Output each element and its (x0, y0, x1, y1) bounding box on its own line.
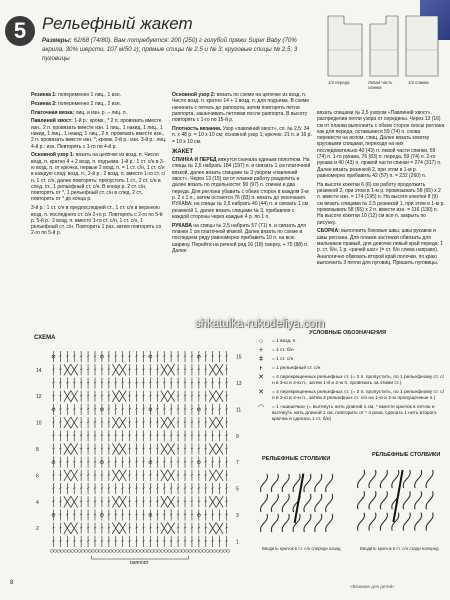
yarn-loop (358, 513, 365, 531)
chain-mark (88, 550, 91, 553)
chain-mark (57, 550, 60, 553)
paragraph: Павлиний хвост: 1-й р.: кромк., * 2 п. провязать вместе изн., 2 п. провязать вместе изн. 1 лиц., 1 накид, 1 лиц., 1 накид, 1 лиц., 1 накид, 1 лиц., 2 п. провязать вместе изн., 2 п. провязать вместе изн. *, кромк. 2-й р.: изн. 3-й р.: лиц. 4-й р.: изн. Повторять с 1-го по 4-й р. (31, 118, 167, 150)
yarn-loop (426, 470, 433, 488)
chain-mark (154, 550, 157, 553)
schematic-label-back: 1/2 спинки (408, 80, 429, 85)
chain-mark (102, 550, 105, 553)
paragraph: Платочная вязка: лиц. и изн. р. – лиц. п. (31, 109, 127, 116)
row-label: 12 (36, 394, 42, 401)
paragraph: На высоте кокетки 6 (6) см работу продолжить резинкой 2, при этом в 1-м р. провязывать 58 (65) x 2 п. вместе изн. = 174 (195) п. На высоте кокетки 8 (9) см вязать спицами № 2,5 резинкой 1, при этом в 1-м р. провязывать 58 (65) x 2 п. вместе изн. = 116 (130) п. На высоте кокетки 10 (12) см все п. закрыть по рисунку. (317, 181, 445, 226)
row-label: 9 (236, 433, 239, 440)
chain-mark (150, 550, 153, 553)
chain-mark (140, 550, 143, 553)
chain-mark (67, 550, 70, 553)
row-label: 13 (236, 381, 242, 387)
chain-mark (157, 550, 160, 553)
row-label: 7 (236, 460, 239, 467)
yarn-loop (326, 494, 333, 512)
chain-mark (199, 550, 202, 553)
row-label: 3 (236, 513, 239, 519)
row-label: 14 (36, 367, 42, 374)
yarn-loop (380, 470, 387, 488)
row-label: 11 (236, 407, 242, 414)
yarn-loop (403, 470, 410, 488)
chain-mark (105, 550, 108, 553)
chain-mark (164, 550, 167, 553)
legend-item: ⱶ = 1 рельефный ст. с/н (250, 366, 445, 372)
row-label: 15 (236, 354, 242, 361)
yarn-loop (403, 513, 410, 531)
chain-mark (95, 550, 98, 553)
sizes-label: Размеры: (42, 37, 72, 44)
chain-mark (175, 550, 178, 553)
chain-mark (81, 550, 84, 553)
yarn-loop (426, 513, 433, 531)
chain-mark (168, 550, 171, 553)
yarn-loop (261, 474, 268, 492)
yarn-loop (304, 494, 311, 512)
chain-mark (202, 550, 205, 553)
paragraph: вязать спицами № 2,5 узором «Павлиний хвост», распределив петли узора от середины. Через 13 (16) см от планки выполнить с обеих сторон скосы реглана как для переда; оставшиеся 59 (74) п. снова перевести на вспом. спиц. Далее вязать кокетку круговыми спицами, переходя на них последовательно 40 (43) п. левой части спинки, 59 (74) п. 1-го рукава, 76 (83) п. переда, 59 (74) п. 2-го рукава и 40 (43) п. правой части спинки = 274 (317) п. Далее вязать резинкой 2, при этом в 1-м р. равномерно прибавить 42 (57) п. = 232 (260) п. (317, 110, 445, 179)
text-column-3 (317, 110, 445, 269)
watermark-url: shkatulka-rukodeliya.com (195, 318, 325, 330)
row-label: 5 (236, 486, 239, 493)
bobble-icon: ◠ (257, 404, 265, 411)
chain-mark (188, 550, 191, 553)
yarn-loop (415, 513, 422, 531)
chain-mark (116, 550, 119, 553)
stitch-caption-right: Вводить крючок в ст. с/н сзади наперед (360, 546, 439, 551)
yarn-loop (358, 470, 365, 488)
chain-mark (85, 550, 88, 553)
crochet-chart (30, 342, 244, 564)
page-title: Рельефный жакет (42, 14, 193, 33)
chain-mark (185, 550, 188, 553)
yarn-loop (261, 514, 268, 532)
text-column-1 (31, 92, 167, 239)
chain-stitch-icon: ○ (258, 338, 264, 345)
crochet-hook-icon (393, 470, 402, 522)
page-number: 8 (10, 580, 14, 586)
legend-item: ◠ = 1 «шишечка» (= вытянуть нить длиной 1 см, * вместе крючок в петлю и вытянуть нить длиной 1 см, повторить от * 4 раза, сделать 1 нить второго крючка и сделать 1 ст. б/н) (250, 405, 445, 423)
yarn-loop (282, 494, 289, 512)
chain-mark (74, 550, 77, 553)
yarn-loop (326, 514, 333, 532)
yarn-loop (369, 513, 376, 531)
single-crochet-icon: + (258, 347, 264, 354)
cross-stitch-alt-icon: ✕ (258, 389, 264, 396)
yarn-loop (380, 491, 387, 509)
chain-mark (130, 550, 133, 553)
stitch-illustration-title-right: РЕЛЬЕФНЫЕ СТОЛБИКИ (372, 452, 441, 458)
legend-item: + = 1 ст. б/н (250, 348, 445, 354)
chain-mark (223, 550, 226, 553)
chain-mark (50, 550, 53, 553)
paragraph: СПИНКА И ПЕРЕД вяжутся сначала единым полотном. На спицы № 2,5 набрать 184 (197) п. и связать 1 см платочной вязкой, далее вязать спицами № 3 узором «павлиний хвост». Через 13 (15) см от планки работу разделить и далее вязать по отдельности: 90 (97) п. спинки и два переда. Для реглана убавить с обеих сторон в каждом 2-м р. 2 x 1 п., затем остаются 76 (83) п. вязать до окончания. РУКАВА: на спицы № 2,5 набрать 40 (44) п. и связать 1 см резинкой 1, далее вязать спицами № 3, прибавляя с каждой стороны через каждые 4 р. по 1 п. (172, 157, 311, 220)
chart-title: СХЕМА (34, 335, 56, 341)
rapport-label: раппорт (130, 560, 149, 564)
yarn-loop (403, 491, 410, 509)
yarn-loop (304, 514, 311, 532)
yarn-loop (326, 474, 333, 492)
legend-title: УСЛОВНЫЕ ОБОЗНАЧЕНИЯ (309, 330, 386, 336)
garment-schematic (322, 10, 444, 110)
chain-mark (220, 550, 223, 553)
row-label: 4 (36, 499, 39, 506)
chain-mark (206, 550, 209, 553)
yarn-loop (315, 514, 322, 532)
chain-mark (209, 550, 212, 553)
yarn-loop (315, 474, 322, 492)
yarn-loop (315, 494, 322, 512)
chain-mark (123, 550, 126, 553)
chain-mark (178, 550, 181, 553)
chain-mark (143, 550, 146, 553)
chain-mark (137, 550, 140, 553)
chain-mark (112, 550, 115, 553)
yarn-loop (415, 491, 422, 509)
yarn-loop (261, 494, 268, 512)
paragraph: СБОРКА: выполнить боковые швы, швы рукавов и швы реглана. Для планки застежки обвязать для мальчиков правый, для девочек левый край переда: 1 р. ст. б/н, 1 р. «рачий шаг» (= ст. б/н слева направо). Аналогично обвязать второй край полочки, по краю выполнить 3 петли для пуговиц. Пришить пуговицы. (317, 228, 444, 266)
row-label: 10 (36, 420, 42, 427)
symbol-legend (250, 330, 445, 426)
stitch-illustration-title-left: РЕЛЬЕФНЫЕ СТОЛБИКИ (262, 456, 331, 462)
pattern-number-badge: 5 (5, 16, 35, 46)
chain-mark (71, 550, 74, 553)
paragraph: Плотность вязания. Узор «павлиний хвост», сп. № 2,5: 34 п. x 48 р. = 10 x 10 см; основной узор 1, крючок: 21 п. и 16 р. = 10 x 10 см. (172, 125, 312, 145)
yarn-loop (271, 494, 278, 512)
paragraph: Резинка 1: попеременно 1 лиц., 1 изн. (31, 92, 121, 98)
chain-mark (126, 550, 129, 553)
post-stitch-icon: ⱶ (259, 365, 263, 372)
paragraph: Основной узор 2: вязать по схеме на цепочке из возд. п. Число возд. п. кратно 14 + 1 возд. п. для подъема. В схеме начинать с петель до раппорта, затем повторять петли раппорта, заканчивать петлями после раппорта. В высоту повторять с 1-го по 15-й р. (172, 92, 310, 124)
stitch-illustration-left (255, 466, 343, 542)
row-label: 1 (236, 539, 239, 546)
chain-mark (213, 550, 216, 553)
chain-mark (182, 550, 185, 553)
yarn-loop (282, 514, 289, 532)
chain-mark (147, 550, 150, 553)
chain-mark (161, 550, 164, 553)
crochet-chart-svg (30, 342, 244, 564)
legend-item: ✕ = 4 перекрещенных рельефных ст. (= 2 п. пропустить, по 1 рельефному ст. с/н в 3-ю и 4-ю п., затем 2 рельефных ст. с/н на 1-ю и 2-ю пропущенные п.) (250, 390, 445, 402)
schematic-label-front: 1/2 переда (328, 80, 350, 85)
yarn-loop (426, 491, 433, 509)
chain-mark (78, 550, 81, 553)
yarn-loop (358, 491, 365, 509)
legend-item: ○ = 1 возд. п. (250, 339, 445, 345)
stitch-caption-left: Вводить крючок в ст. с/н спереди назад (262, 546, 341, 551)
legend-item: ✕ = 4 перекрещенных рельефных ст. (= 2 п. пропустить, по 1 рельефному ст. с/н в 3-ю и 4-ю п., затем 1-й и 2-ю п. провязать за этими ст.) (250, 375, 445, 387)
yarn-loop (271, 474, 278, 492)
section-heading: ЖАКЕТ (172, 148, 194, 155)
yarn-loop (271, 514, 278, 532)
paragraph: Основной узор 1: вязать на цепочке из возд. п. Число возд. п. кратно 4 + 2 возд. п. подъема. 1-й р.: 1 ст. с/н в 3-ю возд. п. от крючка, первые 2 возд. п. = 1 ст. с/н, 1 ст. с/н в каждую след. возд. п., 2-й р.: 2 возд. п. вместо 1-го ст. с/н, 1 ст. с/н, далее повторять: пропустить 1 ст., 2 ст. с/н в след. ст., 1 рельефный ст. с/н. В конце р. 2 ст. с/н, повторять от *, 1 рельефный ст. с/н в след. 2 ст., повторять от * до конца р. (31, 152, 166, 203)
cross-stitch-icon: ✕ (258, 374, 264, 381)
paragraph: Резинка 2: попеременно 2 лиц., 2 изн. (31, 100, 121, 107)
chain-mark (195, 550, 198, 553)
text-column-2 (172, 92, 312, 257)
chain-mark (216, 550, 219, 553)
chain-mark (133, 550, 136, 553)
yarn-loop (380, 513, 387, 531)
schematic-label-back-left: Левая часть спинки (368, 80, 393, 91)
rapport-bracket (92, 556, 189, 559)
yarn-loop (392, 470, 399, 488)
row-label: 8 (36, 447, 39, 453)
crochet-hook-icon (295, 474, 304, 523)
row-label: 2 (36, 526, 39, 533)
yarn-loop (415, 470, 422, 488)
chain-mark (119, 550, 122, 553)
materials-line (42, 36, 312, 63)
stitch-illustration-right (352, 462, 444, 542)
sizes-text: 62/68 (74/80). Вам потребуется: 200 (250) г голубой пряжи Super Baby (70% акрила, 30% шерсти, 107 м/50 г); прямые спицы № 2,5 и № 3; круговые спицы № 2,5; 3 пуговицы (42, 37, 298, 62)
yarn-loop (304, 474, 311, 492)
chain-mark (98, 550, 101, 553)
paragraph: РУКАВА на спицы № 2,5 набрать 57 (71) п. и связать для планки 1 см платочной вязкой. Далее вязать по схеме в последнем ряду равномерно прибавить 10 п. на всю ширину. Перейти на речной ряд 16 (18) сверху, + 75 (88) п. Далее (172, 222, 309, 254)
row-label: 6 (36, 473, 39, 480)
footnote: «Вязание для детей» (350, 584, 395, 589)
yarn-loop (293, 474, 300, 492)
legend-item: ǂ = 1 ст. с/н (250, 357, 445, 363)
yarn-loop (369, 470, 376, 488)
paragraph: 3-й р.: 1 ст. с/н в предпоследний ст., 1 ст. с/н в верхнюю возд. п. последнего ст. с/н 2-го р. Повторять с 2-го по 5-й р. 5-й р.: 2 возд. п. вместо 1-го ст. с/н, 1 ст. с/н, 1 рельефный ст. с/н. Повторить 1 раз, затем повторять со 2-го по 5-й р. (31, 205, 163, 237)
chain-mark (171, 550, 174, 553)
double-crochet-icon: ǂ (258, 356, 264, 363)
chain-mark (109, 550, 112, 553)
chain-mark (60, 550, 63, 553)
yarn-loop (282, 474, 289, 492)
chain-mark (64, 550, 67, 553)
chain-mark (227, 550, 230, 553)
chain-mark (192, 550, 195, 553)
chain-mark (92, 550, 95, 553)
chain-mark (53, 550, 56, 553)
yarn-loop (369, 491, 376, 509)
